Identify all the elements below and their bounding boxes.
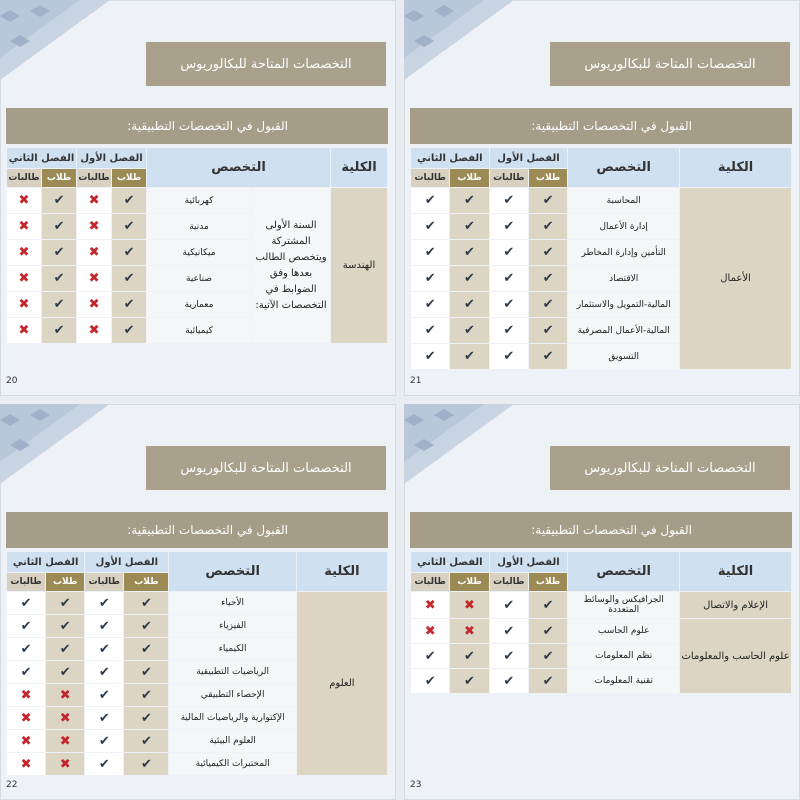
slide-21 <box>404 0 800 396</box>
mark-cell <box>411 669 449 693</box>
header-specialization: التخصص <box>169 552 295 591</box>
mark-cell <box>85 638 123 660</box>
specialization-cell: مدنية <box>147 214 251 239</box>
mark-cell <box>411 644 449 668</box>
mark-cell <box>112 292 146 317</box>
mark-cell <box>490 292 528 317</box>
check-icon: ✔ <box>140 710 152 726</box>
college-cell: الإعلام والاتصال <box>680 592 791 618</box>
cross-icon: ✖ <box>464 623 475 639</box>
header-sem2: الفصل الثاني <box>7 148 76 168</box>
mark-cell <box>411 188 449 213</box>
mark-cell <box>450 644 488 668</box>
check-icon: ✔ <box>464 219 475 234</box>
mark-cell <box>46 615 84 637</box>
check-icon: ✔ <box>123 323 135 338</box>
header-male: طلاب <box>529 169 567 187</box>
specialization-cell: تقنية المعلومات <box>568 669 679 693</box>
table-row <box>7 592 387 614</box>
check-icon: ✔ <box>123 219 135 234</box>
check-icon: ✔ <box>140 687 152 703</box>
mark-cell <box>124 707 168 729</box>
check-icon: ✔ <box>424 193 436 208</box>
check-icon: ✔ <box>20 595 32 611</box>
cross-icon: ✖ <box>18 323 30 338</box>
mark-cell <box>7 707 45 729</box>
check-icon: ✔ <box>140 733 152 749</box>
cross-icon: ✖ <box>464 597 475 613</box>
specialization-cell: الجرافيكس والوسائط المتعددة <box>568 592 679 618</box>
mark-cell <box>411 292 449 317</box>
mark-cell <box>490 214 528 239</box>
check-icon: ✔ <box>542 297 554 312</box>
slide-20 <box>0 0 396 396</box>
check-icon: ✔ <box>424 271 436 286</box>
mark-cell <box>112 214 146 239</box>
check-icon: ✔ <box>98 618 110 634</box>
mark-cell <box>112 318 146 343</box>
mark-cell <box>124 684 168 706</box>
table-row <box>7 188 387 213</box>
mark-cell <box>7 615 45 637</box>
cross-icon: ✖ <box>59 687 71 703</box>
check-icon: ✔ <box>20 618 32 634</box>
mark-cell <box>42 266 76 291</box>
cross-icon: ✖ <box>20 687 32 703</box>
check-icon: ✔ <box>542 271 554 286</box>
mark-cell <box>77 318 111 343</box>
check-icon: ✔ <box>20 641 32 657</box>
mark-cell <box>7 753 45 775</box>
section-title: القبول في التخصصات التطبيقية: <box>6 512 388 548</box>
check-icon: ✔ <box>20 664 32 680</box>
check-icon: ✔ <box>123 271 135 286</box>
mark-cell <box>42 214 76 239</box>
mark-cell <box>7 661 45 683</box>
cross-icon: ✖ <box>88 193 100 208</box>
mark-cell <box>450 318 488 343</box>
mark-cell <box>77 240 111 265</box>
mark-cell <box>529 644 567 668</box>
mark-cell <box>77 292 111 317</box>
mark-cell <box>124 592 168 614</box>
specialization-cell: معمارية <box>147 292 251 317</box>
specialization-cell: إدارة الأعمال <box>568 214 679 239</box>
cross-icon: ✖ <box>88 271 100 286</box>
header-female: طالبات <box>490 169 528 187</box>
specialization-cell: التسويق <box>568 344 679 369</box>
header-female: طالبات <box>7 573 45 591</box>
mark-cell <box>42 292 76 317</box>
specialization-cell: الرياضيات التطبيقية <box>169 661 295 683</box>
mark-cell <box>411 266 449 291</box>
header-sem2: الفصل الثاني <box>7 552 84 572</box>
check-icon: ✔ <box>59 618 71 634</box>
mark-cell <box>85 753 123 775</box>
cross-icon: ✖ <box>20 756 32 772</box>
check-icon: ✔ <box>542 673 554 689</box>
section-title: القبول في التخصصات التطبيقية: <box>6 108 388 144</box>
mark-cell <box>529 188 567 213</box>
mark-cell <box>42 240 76 265</box>
page-number: 22 <box>6 780 18 790</box>
check-icon: ✔ <box>542 193 554 208</box>
specialization-cell: ميكانيكية <box>147 240 251 265</box>
cross-icon: ✖ <box>88 245 100 260</box>
header-female: طالبات <box>411 573 449 591</box>
specialization-cell: علوم الحاسب <box>568 619 679 643</box>
mark-cell <box>85 684 123 706</box>
header-male: طلاب <box>42 169 76 187</box>
mark-cell <box>450 188 488 213</box>
check-icon: ✔ <box>98 710 110 726</box>
check-icon: ✔ <box>464 673 475 689</box>
specialization-cell: الكيمياء <box>169 638 295 660</box>
cross-icon: ✖ <box>20 710 32 726</box>
specialization-cell: كهربائية <box>147 188 251 213</box>
check-icon: ✔ <box>424 323 436 338</box>
check-icon: ✔ <box>464 349 475 364</box>
mark-cell <box>529 619 567 643</box>
check-icon: ✔ <box>464 648 475 664</box>
check-icon: ✔ <box>59 641 71 657</box>
mark-cell <box>450 344 488 369</box>
check-icon: ✔ <box>503 648 515 664</box>
check-icon: ✔ <box>98 733 110 749</box>
mark-cell <box>450 669 488 693</box>
check-icon: ✔ <box>503 245 515 260</box>
slide-title: التخصصات المتاحة للبكالوريوس <box>146 42 386 86</box>
mark-cell <box>490 240 528 265</box>
mark-cell <box>411 318 449 343</box>
mark-cell <box>490 318 528 343</box>
mark-cell <box>490 644 528 668</box>
mark-cell <box>490 344 528 369</box>
header-specialization: التخصص <box>147 148 330 187</box>
mark-cell <box>411 240 449 265</box>
specialization-cell: المالية-الأعمال المصرفية <box>568 318 679 343</box>
section-title: القبول في التخصصات التطبيقية: <box>410 512 792 548</box>
mark-cell <box>124 753 168 775</box>
page-number: 23 <box>410 780 422 790</box>
cross-icon: ✖ <box>20 733 32 749</box>
check-icon: ✔ <box>503 219 515 234</box>
check-icon: ✔ <box>503 597 515 613</box>
table-row <box>411 592 791 618</box>
cross-icon: ✖ <box>424 623 436 639</box>
mark-cell <box>85 707 123 729</box>
specialization-cell: نظم المعلومات <box>568 644 679 668</box>
check-icon: ✔ <box>464 193 475 208</box>
mark-cell <box>85 661 123 683</box>
check-icon: ✔ <box>424 673 436 689</box>
check-icon: ✔ <box>464 297 475 312</box>
college-cell: الهندسة <box>331 188 387 343</box>
note-cell: السنة الأولى المشتركة ويتخصص الطالب بعدها وفق الضوابط في التخصصات الآتية: <box>252 188 330 343</box>
mark-cell <box>411 344 449 369</box>
check-icon: ✔ <box>542 245 554 260</box>
mark-cell <box>490 619 528 643</box>
specialization-cell: العلوم البيئية <box>169 730 295 752</box>
specialization-cell: الإحصاء التطبيقي <box>169 684 295 706</box>
mark-cell <box>450 619 488 643</box>
mark-cell <box>46 753 84 775</box>
mark-cell <box>411 214 449 239</box>
check-icon: ✔ <box>542 349 554 364</box>
table-row <box>411 619 791 643</box>
mark-cell <box>529 266 567 291</box>
college-cell: علوم الحاسب والمعلومات <box>680 619 791 693</box>
ornament-icon <box>0 404 110 484</box>
admission-table <box>410 147 792 370</box>
check-icon: ✔ <box>140 664 152 680</box>
mark-cell <box>529 592 567 618</box>
check-icon: ✔ <box>53 323 65 338</box>
slide-22 <box>0 404 396 800</box>
mark-cell <box>85 730 123 752</box>
mark-cell <box>7 638 45 660</box>
check-icon: ✔ <box>542 323 554 338</box>
page-number: 21 <box>410 376 422 386</box>
header-male: طلاب <box>46 573 84 591</box>
cross-icon: ✖ <box>18 219 30 234</box>
page-number: 20 <box>6 376 18 386</box>
check-icon: ✔ <box>503 271 515 286</box>
cross-icon: ✖ <box>59 733 71 749</box>
college-cell: الأعمال <box>680 188 791 369</box>
check-icon: ✔ <box>123 193 135 208</box>
admission-table <box>6 147 388 344</box>
mark-cell <box>46 661 84 683</box>
college-cell: العلوم <box>297 592 387 775</box>
slide-title: التخصصات المتاحة للبكالوريوس <box>550 446 790 490</box>
specialization-cell: المختبرات الكيميائية <box>169 753 295 775</box>
check-icon: ✔ <box>503 297 515 312</box>
header-male: طلاب <box>529 573 567 591</box>
check-icon: ✔ <box>424 219 436 234</box>
check-icon: ✔ <box>59 664 71 680</box>
table-row <box>411 188 791 213</box>
mark-cell <box>529 318 567 343</box>
cross-icon: ✖ <box>18 297 30 312</box>
cross-icon: ✖ <box>88 297 100 312</box>
mark-cell <box>112 188 146 213</box>
header-college: الكلية <box>331 148 387 187</box>
check-icon: ✔ <box>464 245 475 260</box>
specialization-cell: الفيزياء <box>169 615 295 637</box>
header-female: طالبات <box>411 169 449 187</box>
mark-cell <box>7 214 41 239</box>
specialization-cell: الإكتوارية والرياضيات المالية <box>169 707 295 729</box>
mark-cell <box>529 214 567 239</box>
check-icon: ✔ <box>503 323 515 338</box>
header-specialization: التخصص <box>568 148 679 187</box>
header-female: طالبات <box>85 573 123 591</box>
cross-icon: ✖ <box>424 597 436 613</box>
check-icon: ✔ <box>53 245 65 260</box>
check-icon: ✔ <box>464 271 475 286</box>
check-icon: ✔ <box>542 219 554 234</box>
mark-cell <box>42 188 76 213</box>
mark-cell <box>42 318 76 343</box>
header-sem1: الفصل الأول <box>85 552 168 572</box>
check-icon: ✔ <box>98 595 110 611</box>
check-icon: ✔ <box>53 271 65 286</box>
check-icon: ✔ <box>140 595 152 611</box>
header-female: طالبات <box>490 573 528 591</box>
mark-cell <box>529 669 567 693</box>
header-sem1: الفصل الأول <box>490 552 568 572</box>
check-icon: ✔ <box>542 648 554 664</box>
specialization-cell: الأحياء <box>169 592 295 614</box>
header-male: طلاب <box>450 169 488 187</box>
mark-cell <box>411 592 449 618</box>
specialization-cell: صناعية <box>147 266 251 291</box>
check-icon: ✔ <box>98 641 110 657</box>
mark-cell <box>7 684 45 706</box>
slide-title: التخصصات المتاحة للبكالوريوس <box>550 42 790 86</box>
check-icon: ✔ <box>53 219 65 234</box>
check-icon: ✔ <box>503 673 515 689</box>
mark-cell <box>112 266 146 291</box>
mark-cell <box>7 730 45 752</box>
mark-cell <box>46 638 84 660</box>
mark-cell <box>77 188 111 213</box>
check-icon: ✔ <box>140 641 152 657</box>
cross-icon: ✖ <box>59 756 71 772</box>
header-sem1: الفصل الأول <box>490 148 568 168</box>
mark-cell <box>112 240 146 265</box>
mark-cell <box>7 318 41 343</box>
cross-icon: ✖ <box>18 193 30 208</box>
check-icon: ✔ <box>503 623 515 639</box>
check-icon: ✔ <box>424 349 436 364</box>
check-icon: ✔ <box>98 687 110 703</box>
specialization-cell: التأمين وإدارة المخاطر <box>568 240 679 265</box>
slide-title: التخصصات المتاحة للبكالوريوس <box>146 446 386 490</box>
ornament-icon <box>404 404 514 484</box>
header-male: طلاب <box>124 573 168 591</box>
mark-cell <box>7 292 41 317</box>
ornament-icon <box>404 0 514 80</box>
mark-cell <box>450 266 488 291</box>
header-sem2: الفصل الثاني <box>411 148 489 168</box>
check-icon: ✔ <box>98 664 110 680</box>
check-icon: ✔ <box>59 595 71 611</box>
cross-icon: ✖ <box>18 271 30 286</box>
check-icon: ✔ <box>464 323 475 338</box>
mark-cell <box>529 292 567 317</box>
mark-cell <box>77 266 111 291</box>
mark-cell <box>124 730 168 752</box>
check-icon: ✔ <box>98 756 110 772</box>
mark-cell <box>529 344 567 369</box>
mark-cell <box>490 669 528 693</box>
check-icon: ✔ <box>503 193 515 208</box>
check-icon: ✔ <box>424 648 436 664</box>
header-sem2: الفصل الثاني <box>411 552 489 572</box>
mark-cell <box>490 188 528 213</box>
section-title: القبول في التخصصات التطبيقية: <box>410 108 792 144</box>
check-icon: ✔ <box>542 623 554 639</box>
mark-cell <box>46 730 84 752</box>
check-icon: ✔ <box>424 297 436 312</box>
mark-cell <box>7 240 41 265</box>
specialization-cell: المحاسبة <box>568 188 679 213</box>
mark-cell <box>7 188 41 213</box>
header-college: الكلية <box>680 552 791 591</box>
cross-icon: ✖ <box>88 323 100 338</box>
check-icon: ✔ <box>503 349 515 364</box>
header-college: الكلية <box>297 552 387 591</box>
mark-cell <box>124 638 168 660</box>
header-male: طلاب <box>112 169 146 187</box>
ornament-icon <box>0 0 110 80</box>
mark-cell <box>85 615 123 637</box>
mark-cell <box>529 240 567 265</box>
check-icon: ✔ <box>53 297 65 312</box>
check-icon: ✔ <box>140 618 152 634</box>
mark-cell <box>450 240 488 265</box>
mark-cell <box>124 661 168 683</box>
header-female: طالبات <box>7 169 41 187</box>
cross-icon: ✖ <box>59 710 71 726</box>
header-specialization: التخصص <box>568 552 679 591</box>
admission-table <box>6 551 388 776</box>
mark-cell <box>46 592 84 614</box>
specialization-cell: الاقتصاد <box>568 266 679 291</box>
mark-cell <box>46 707 84 729</box>
cross-icon: ✖ <box>18 245 30 260</box>
mark-cell <box>77 214 111 239</box>
cross-icon: ✖ <box>88 219 100 234</box>
slide-23 <box>404 404 800 800</box>
mark-cell <box>7 266 41 291</box>
check-icon: ✔ <box>123 297 135 312</box>
check-icon: ✔ <box>424 245 436 260</box>
mark-cell <box>411 619 449 643</box>
header-male: طلاب <box>450 573 488 591</box>
mark-cell <box>7 592 45 614</box>
header-sem1: الفصل الأول <box>77 148 146 168</box>
mark-cell <box>85 592 123 614</box>
mark-cell <box>46 684 84 706</box>
specialization-cell: المالية-التمويل والاستثمار <box>568 292 679 317</box>
mark-cell <box>490 266 528 291</box>
mark-cell <box>450 292 488 317</box>
check-icon: ✔ <box>123 245 135 260</box>
admission-table <box>410 551 792 694</box>
check-icon: ✔ <box>53 193 65 208</box>
mark-cell <box>450 214 488 239</box>
specialization-cell: كيميائية <box>147 318 251 343</box>
check-icon: ✔ <box>140 756 152 772</box>
mark-cell <box>450 592 488 618</box>
mark-cell <box>490 592 528 618</box>
mark-cell <box>124 615 168 637</box>
header-college: الكلية <box>680 148 791 187</box>
check-icon: ✔ <box>542 597 554 613</box>
header-female: طالبات <box>77 169 111 187</box>
